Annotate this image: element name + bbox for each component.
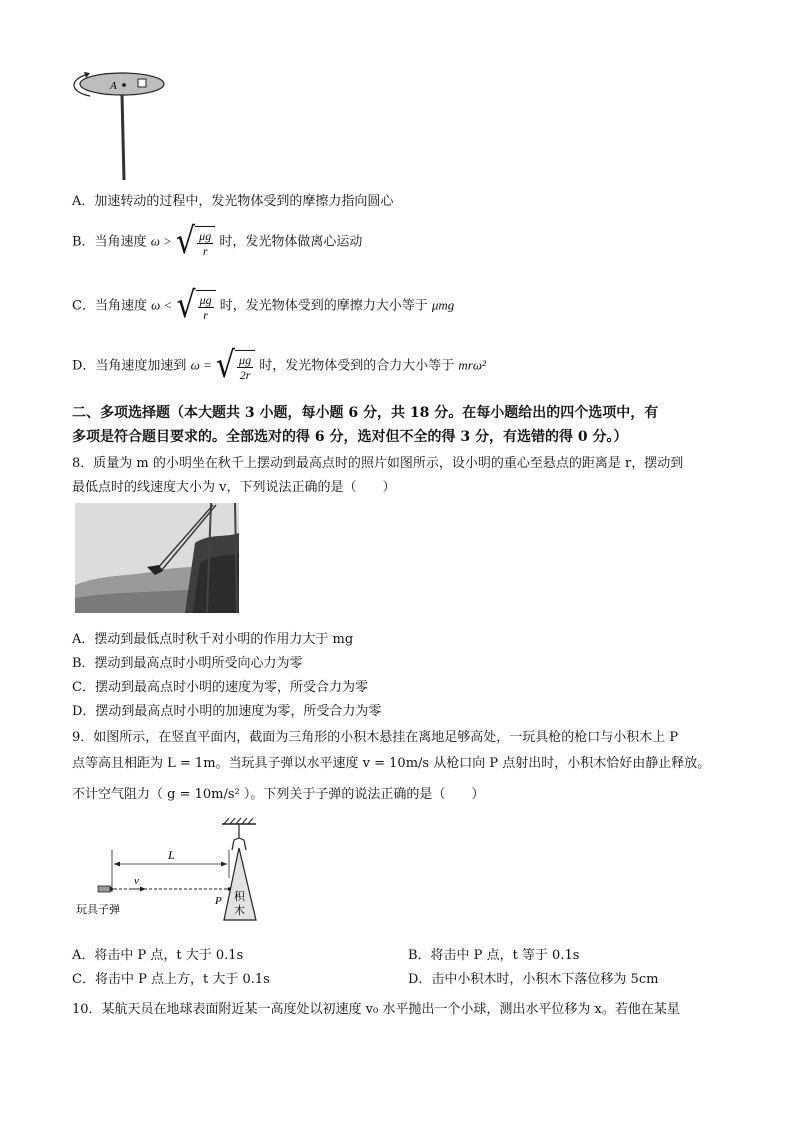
bullet-label: 玩具子弹 xyxy=(76,903,120,916)
sqrt-expression: √ $\frac{\mu g}{r}$ xyxy=(176,226,215,258)
section-2-heading-line2: 多项是符合题目要求的。全部选对的得 6 分，选对但不全的得 3 分，有选错的得 0 分。） xyxy=(72,429,628,445)
small-block xyxy=(138,79,146,87)
point-p xyxy=(227,887,230,890)
q9-option-a: A．将击中 P 点，t 大于 0.1s xyxy=(72,948,244,963)
point-a-label: A xyxy=(110,80,117,92)
q9-option-d: D．击中小积木时，小积木下落位移为 5cm xyxy=(408,972,659,987)
q8-stem-line1: 8．质量为 m 的小明坐在秋千上摆动到最高点时的照片如图所示，设小明的重心至悬点的距离是 r，摆动到 xyxy=(72,456,684,471)
svg-text:P: P xyxy=(215,895,222,907)
q7-option-b: B．当角速度 ω > √ $\frac{\mu g}{r}$ 时，发光物体做离心运动 xyxy=(72,220,363,263)
q7-option-a: A．加速转动的过程中，发光物体受到的摩擦力指向圆心 xyxy=(72,194,394,209)
sqrt-expression: √ $\frac{\mu g}{2r}$ xyxy=(216,350,255,382)
q9-stem-line2: 点等高且相距为 L = 1m。当玩具子弹以水平速度 v = 10m/s 从枪口向 P 点射出时，小积木恰好由静止释放。 xyxy=(72,756,711,771)
bullet-block-figure xyxy=(74,816,274,936)
q7-option-c: C．当角速度 ω < √ $\frac{\mu g}{r}$ 时，发光物体受到的摩擦力大小等于 μmg xyxy=(72,284,455,327)
section-2-heading-line1: 二、多项选择题（本大题共 3 小题，每小题 6 分，共 18 分。在每小题给出的四个选项中，有 xyxy=(72,405,659,421)
q8-option-a: A．摆动到最低点时秋千对小明的作用力大于 mg xyxy=(72,632,354,647)
q9-stem-line3: 不计空气阻力（ g = 10m/s² ）。下列关于子弹的说法正确的是（ ） xyxy=(72,787,485,802)
svg-text:木: 木 xyxy=(234,904,245,917)
q8-stem-line2: 最低点时的线速度大小为 v，下列说法正确的是（ ） xyxy=(72,480,396,495)
disk xyxy=(80,73,164,95)
swing-photo xyxy=(75,503,239,613)
q8-option-c: C．摆动到最高点时小明的速度为零，所受合力为零 xyxy=(72,680,368,695)
q8-option-b: B．摆动到最高点时小明所受向心力为零 xyxy=(72,656,303,671)
svg-text:L: L xyxy=(168,848,175,862)
q9-option-b: B．将击中 P 点，t 等于 0.1s xyxy=(408,948,580,963)
svg-text:积: 积 xyxy=(234,890,245,903)
q9-option-c: C．将击中 P 点上方，t 大于 0.1s xyxy=(72,972,270,987)
rotating-disk-figure xyxy=(66,64,186,184)
toy-bullet xyxy=(98,886,110,892)
q9-stem-line1: 9．如图所示，在竖直平面内，截面为三角形的小积木悬挂在离地足够高处，一玩具枪的枪口与小积木上 P xyxy=(72,730,679,745)
q7-option-d: D．当角速度加速到 ω = √ $\frac{\mu g}{2r}$ 时，发光物体受到的合力大小等于 mrω² xyxy=(72,344,486,387)
svg-text:v: v xyxy=(134,875,139,887)
rod xyxy=(122,95,124,180)
q8-option-d: D．摆动到最高点时小明的加速度为零，所受合力为零 xyxy=(72,704,382,719)
q10-stem-line1: 10．某航天员在地球表面附近某一高度处以初速度 v₀ 水平抛出一个小球，测出水平位移为 x。若他在某星 xyxy=(72,1002,680,1017)
glowing-object xyxy=(122,83,126,87)
sqrt-expression: √ $\frac{\mu g}{r}$ xyxy=(176,290,215,322)
